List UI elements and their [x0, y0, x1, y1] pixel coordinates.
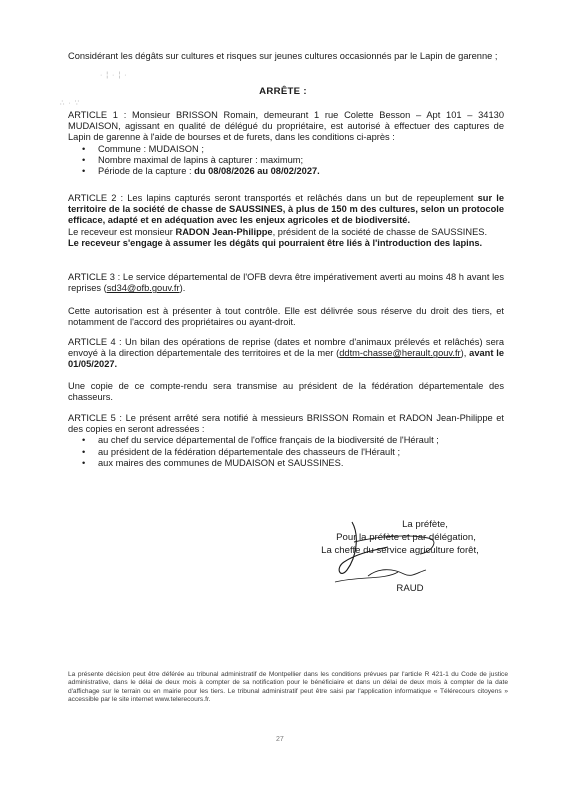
arrete-title: ARRÊTE :	[259, 86, 307, 97]
list-item: • Période de la capture : du 08/08/2026 au 08/02/2027.	[98, 166, 504, 177]
article-5-list	[68, 435, 504, 469]
article-5: ARTICLE 5 : Le présent arrêté sera notifié à messieurs BRISSON Romain et RADON Jean-Philippe et des copies en seront adressées : • au chef du service départemental de l'office français de la biodiversité de l'Hérault ; • au président de la fédération départementale des chasseurs de l'Hérault ; • aux maires des communes de MUDAISON et SAUSSINES.	[68, 413, 504, 469]
autorisation-paragraph: Cette autorisation est à présenter à tout contrôle. Elle est délivrée sous réserve du droit des tiers, et notamment de l'accord des propriétaires ou ayant-droit.	[68, 306, 504, 328]
signature-block: La préfète, Pour la préfète et par délégation, La cheffe du service agriculture forêt, RAUD	[270, 518, 510, 595]
page-number: 27	[276, 736, 284, 743]
ofb-email-link[interactable]: sd34@ofb.gouv.fr	[106, 283, 180, 294]
article-4: ARTICLE 4 : Un bilan des opérations de reprise (dates et nombre d'animaux prélevés et relâchés) sera envoyé à la direction départementale des territoires et de la mer (ddtm-chasse@herault.gouv.fr), avant le 01/05/2027.	[68, 337, 505, 370]
list-item: • aux maires des communes de MUDAISON et SAUSSINES.	[98, 458, 504, 469]
list-item: • au chef du service départemental de l'office français de la biodiversité de l'Hérault ;	[98, 435, 504, 446]
considerant-paragraph: Considérant les dégâts sur cultures et risques sur jeunes cultures occasionnés par le Lapin de garenne ;	[68, 51, 498, 61]
copie-paragraph: Une copie de ce compte-rendu sera transmise au président de la fédération départementale des chasseurs.	[68, 381, 504, 403]
list-item: • Nombre maximal de lapins à capturer : maximum;	[98, 155, 504, 166]
article-1: ARTICLE 1 : Monsieur BRISSON Romain, demeurant 1 rue Colette Besson – Apt 101 – 34130 MUDAISON, agissant en qualité de délégué du propriétaire, est autorisé à effectuer des captures de Lapin de garenne à l'aide de bourses et de furets, dans les conditions ci-après : • Commune : MUDAISON ; • Nombre maximal de lapins à capturer : maximum; • Période de la capture : du 08/08/2026 au 08/02/2027.	[68, 110, 504, 177]
list-item: • Commune : MUDAISON ;	[98, 144, 504, 155]
legal-footer: La présente décision peut être déférée au tribunal administratif de Montpellier dans les conditions prévues par l'article R 421-1 du Code de justice administrative, dans le délai de deux mois à compter de sa notification pour le bénéficiaire et dans un délai de deux mois à compter de la date d'affichage sur le terrain ou en mairie pour les tiers. Le tribunal administratif peut être saisi par l'application informatique « Télérecours citoyens » accessible par le site internet www.telerecours.fr.	[68, 671, 508, 704]
article-3: ARTICLE 3 : Le service départemental de l'OFB devra être impérativement averti au moins 48 h avant les reprises (sd34@ofb.gouv.fr).	[68, 272, 504, 294]
scan-noise: ∴ · ∵	[60, 100, 81, 107]
signatory-name: RAUD	[396, 583, 424, 594]
article-1-list	[68, 144, 504, 178]
handwritten-signature	[300, 510, 520, 590]
list-item: • au président de la fédération départementale des chasseurs de l'Hérault ;	[98, 447, 504, 458]
ddtm-email-link[interactable]: ddtm-chasse@herault.gouv.fr	[339, 348, 461, 359]
article-2: ARTICLE 2 : Les lapins capturés seront transportés et relâchés dans un but de repeuplement sur le territoire de la société de chasse de SAUSSINES, à plus de 150 m des cultures, selon un protocole efficace, adapté et en adéquation avec les enjeux agricoles et de biodiversité. Le receveur est monsieur RADON Jean-Philippe, président de la société de chasse de SAUSSINES. Le receveur s'engage à assumer les dégâts qui pourraient être liés à l'introduction des lapins.	[68, 193, 504, 248]
scan-noise: · ¦ · ¦ ·	[100, 72, 128, 79]
